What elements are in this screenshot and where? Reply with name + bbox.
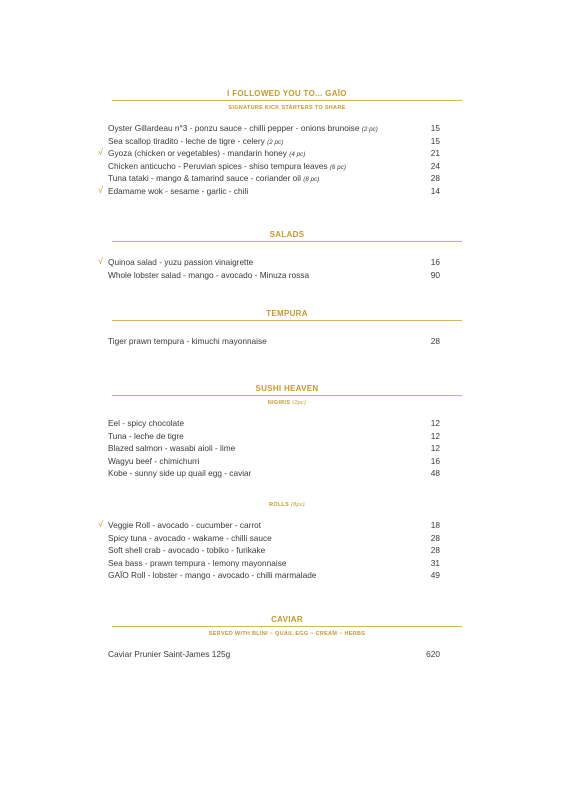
menu-item-note: (8 pc) [303,176,320,184]
menu-item-title: Spicy tuna - avocado - wakame - chilli sauce [108,532,272,543]
caviar-title: CAVIAR [271,615,303,624]
divider [112,395,462,396]
menu-item-price: 16 [430,257,440,267]
menu-item [108,417,440,430]
menu-item-name [108,417,184,430]
menu-item-price: 12 [430,430,440,441]
caviar-subtitle: SERVED WITH BLINI ~ QUAIL EGG ~ CREAM ~ HERBS [208,631,366,637]
menu-item [98,519,440,532]
menu-item-title: Veggie Roll - avocado - cucumber - carrot [108,520,262,530]
menu-item-price: 16 [430,455,440,466]
menu-item-name [108,335,267,348]
sushi-title: SUSHI HEAVEN [255,384,319,393]
starters-subtitle: SIGNATURE KICK STARTERS TO SHARE [228,105,346,111]
menu-item-price: 31 [430,557,440,568]
menu-item-title: Tuna - leche de tigre [108,430,184,441]
menu-item-name [108,532,272,545]
section-tempura [112,308,462,321]
menu-item-note: (4 pc) [289,151,306,159]
menu-item-name [108,544,265,557]
menu-item-price: 18 [430,520,440,530]
nigiris-subtitle [112,399,462,407]
menu-item [108,135,440,148]
section-header [112,88,462,112]
menu-item-title: GAÏO Roll - lobster - mango - avocado - chilli marmalade [108,570,317,581]
check-mark-icon: √ [98,147,103,158]
menu-item [108,557,440,570]
menu-item-title: Kobe - sunny side up quail egg - caviar [108,468,252,479]
menu-item-title: Gyoza (chicken or vegetables) - mandarin honey [108,148,287,159]
menu-item-name [108,455,199,468]
menu-item [108,532,440,545]
page-title: I FOLLOWED YOU TO... GAÏO [227,89,347,98]
check-mark-icon: √ [98,519,103,529]
menu-item-name [108,185,248,198]
menu-item-price: 49 [430,570,440,581]
nigiris-list [108,417,440,480]
menu-item-name [108,256,253,269]
menu-item-title: Eel - spicy chocolate [108,418,185,428]
menu-item [108,172,440,185]
menu-item-name [108,569,316,582]
nigiris-note: (2pc) [292,400,307,406]
divider [112,100,462,101]
menu-item [108,122,440,135]
salads-list [98,256,440,281]
divider [112,626,462,627]
salads-title: SALADS [269,230,305,239]
menu-item-title: Whole lobster salad - mango - avocado - Minuza rossa [108,269,310,280]
menu-item-name [108,430,184,443]
menu-item-title: Chicken anticucho - Peruvian spices - shiso tempura leaves [108,160,328,171]
nigiris-label: NIGIRIS [267,400,291,406]
section-sushi [112,383,462,407]
check-mark-icon: √ [98,184,103,195]
divider [112,320,462,321]
menu-item-title: Edamame wok - sesame - garlic - chili [108,185,249,196]
menu-item [98,184,440,198]
menu-item [108,269,440,282]
menu-item [108,648,440,661]
menu-item-price: 12 [430,418,440,428]
menu-item-name [108,519,261,532]
menu-item-title: Sea bass - prawn tempura - lemony mayonnaise [108,557,287,568]
menu-item [108,335,440,348]
section-salads [112,229,462,242]
starters-list [98,122,440,198]
menu-item-name [108,269,309,282]
menu-item-price: 48 [430,468,440,479]
menu-item-title: Caviar Prunier Saint-James 125g [108,649,231,659]
menu-item-price: 15 [430,123,440,133]
menu-item-title: Tiger prawn tempura - kimuchi mayonnaise [108,336,267,346]
rolls-header [112,501,462,509]
menu-item-title: Quinoa salad - yuzu passion vinaigrette [108,257,254,267]
menu-item-price: 28 [430,545,440,556]
menu-item [98,256,440,269]
menu-item-name [108,467,251,480]
menu-item-price: 90 [430,269,440,280]
menu-item-name [108,442,235,455]
menu-item-note: (2 pc) [267,138,284,146]
tempura-title: TEMPURA [266,309,308,318]
menu-item [108,430,440,443]
menu-item-name [108,557,286,570]
menu-item [98,147,440,160]
menu-item-title: Wagyu beef - chimichurri [108,455,200,466]
divider [112,241,462,242]
menu-item-price: 620 [426,649,440,659]
menu-item [108,569,440,582]
menu-item-title: Tuna tataki - mango & tamarind sauce - coriander oil [108,173,301,184]
menu-item [108,160,440,173]
menu-item-price: 14 [430,185,440,196]
rolls-note: (8pc) [290,502,305,508]
menu-item-price: 28 [430,336,440,346]
menu-item-title: Sea scallop tiradito - leche de tigre - celery [108,135,265,146]
menu-item-price: 28 [430,173,440,184]
rolls-list [98,519,440,582]
rolls-subtitle [112,501,462,509]
menu-item-note: (6 pc) [329,163,346,171]
menu-item-title: Oyster Gillardeau n°3 - ponzu sauce - chilli pepper - onions brunoise [108,123,360,133]
menu-item-note: (2 pc) [361,126,378,133]
menu-item [108,467,440,480]
menu-item-price: 24 [430,160,440,171]
menu-item-price: 12 [430,443,440,454]
menu-item [108,442,440,455]
menu-item-price: 28 [430,532,440,543]
rolls-label: ROLLS [269,502,290,508]
menu-item [108,544,440,557]
section-caviar [112,614,462,638]
caviar-list [108,648,440,661]
check-mark-icon: √ [98,256,103,266]
menu-item [108,455,440,468]
menu-item-price: 15 [430,135,440,146]
menu-item-title: Soft shell crab - avocado - tobiko - furikake [108,545,266,556]
tempura-list [108,335,440,348]
menu-item-name [108,648,230,661]
menu-item-title: Blazed salmon - wasabi aioli - lime [108,443,236,454]
menu-item-price: 21 [430,148,440,159]
